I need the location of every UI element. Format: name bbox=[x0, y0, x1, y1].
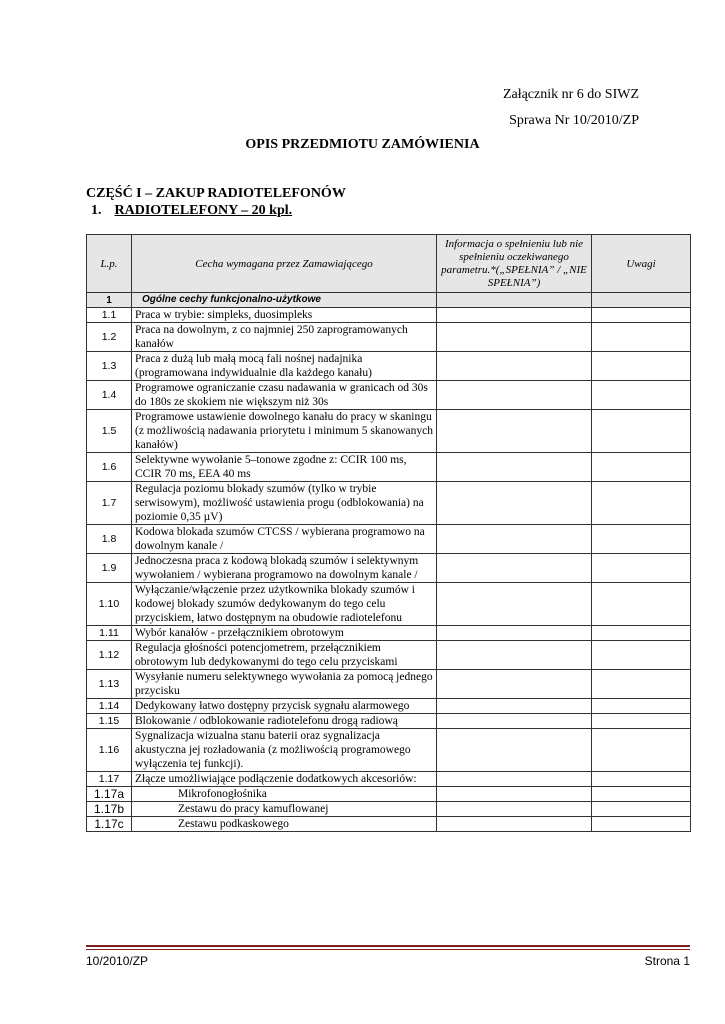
footer-rule bbox=[86, 945, 690, 947]
row-lp: 1.9 bbox=[87, 554, 132, 583]
row-info-cell bbox=[437, 308, 592, 323]
table-row bbox=[87, 641, 691, 670]
attachment-label: Załącznik nr 6 do SIWZ bbox=[502, 87, 639, 102]
case-number: Sprawa Nr 10/2010/ZP bbox=[509, 113, 639, 128]
row-remarks-cell bbox=[592, 525, 691, 554]
row-lp: 1.8 bbox=[87, 525, 132, 554]
row-remarks-cell bbox=[592, 817, 691, 832]
row-remarks-cell bbox=[592, 352, 691, 381]
section-heading bbox=[91, 203, 292, 219]
row-remarks-cell bbox=[592, 482, 691, 525]
table-row bbox=[87, 772, 691, 787]
row-feature: Wybór kanałów - przełącznikiem obrotowym bbox=[132, 626, 437, 641]
row-remarks-cell bbox=[592, 410, 691, 453]
row-remarks-cell bbox=[592, 381, 691, 410]
row-remarks-cell bbox=[592, 699, 691, 714]
row-info-cell bbox=[437, 802, 592, 817]
group-remarks-cell bbox=[592, 293, 691, 308]
group-lp: 1 bbox=[87, 293, 132, 308]
table-row bbox=[87, 410, 691, 453]
row-remarks-cell bbox=[592, 626, 691, 641]
group-label: Ogólne cechy funkcjonalno-użytkowe bbox=[132, 293, 437, 308]
table-row bbox=[87, 525, 691, 554]
row-lp: 1.4 bbox=[87, 381, 132, 410]
row-info-cell bbox=[437, 381, 592, 410]
row-remarks-cell bbox=[592, 802, 691, 817]
row-feature: Zestawu do pracy kamuflowanej bbox=[132, 802, 437, 817]
spec-table bbox=[86, 234, 691, 832]
row-feature: Wyłączanie/włączenie przez użytkownika blokady szumów i kodowej blokady szumów dedykowanym do tego celu przyciskiem, łatwo dostępnym na obudowie radiotelefonu bbox=[132, 583, 437, 626]
table-row bbox=[87, 554, 691, 583]
table-row bbox=[87, 308, 691, 323]
row-feature: Praca na dowolnym, z co najmniej 250 zaprogramowanych kanałów bbox=[132, 323, 437, 352]
section-title: RADIOTELEFONY – 20 kpl. bbox=[114, 203, 293, 218]
row-feature: Wysyłanie numeru selektywnego wywołania za pomocą jednego przycisku bbox=[132, 670, 437, 699]
row-feature: Praca w trybie: simpleks, duosimpleks bbox=[132, 308, 437, 323]
row-info-cell bbox=[437, 554, 592, 583]
page-title: OPIS PRZEDMIOTU ZAMÓWIENIA bbox=[245, 137, 480, 152]
table-header-row bbox=[87, 235, 691, 293]
row-feature: Zestawu podkaskowego bbox=[132, 817, 437, 832]
row-info-cell bbox=[437, 583, 592, 626]
row-feature: Sygnalizacja wizualna stanu baterii oraz sygnalizacja akustyczna jej rozładowania (z możliwością programowego wyłączenia tej funkcji). bbox=[132, 729, 437, 772]
table-row bbox=[87, 453, 691, 482]
row-info-cell bbox=[437, 410, 592, 453]
row-feature: Praca z dużą lub małą mocą fali nośnej nadajnika (programowana indywidualnie dla każdego kanału) bbox=[132, 352, 437, 381]
footer-rule-thin bbox=[86, 949, 690, 950]
table-row bbox=[87, 729, 691, 772]
row-feature: Programowe ograniczanie czasu nadawania w granicach od 30s do 180s ze skokiem nie większym niż 30s bbox=[132, 381, 437, 410]
row-lp: 1.3 bbox=[87, 352, 132, 381]
table-row bbox=[87, 323, 691, 352]
row-feature: Mikrofonogłośnika bbox=[132, 787, 437, 802]
row-lp: 1.5 bbox=[87, 410, 132, 453]
table-row bbox=[87, 670, 691, 699]
row-remarks-cell bbox=[592, 670, 691, 699]
row-feature: Regulacja głośności potencjometrem, przełącznikiem obrotowym lub dedykowanymi do tego celu przyciskami bbox=[132, 641, 437, 670]
table-row bbox=[87, 626, 691, 641]
row-feature: Jednoczesna praca z kodową blokadą szumów i selektywnym wywołaniem / wybierana programowo na dowolnym kanale / bbox=[132, 554, 437, 583]
section-number: 1. bbox=[91, 203, 102, 218]
group-row bbox=[87, 293, 691, 308]
group-info-cell bbox=[437, 293, 592, 308]
row-remarks-cell bbox=[592, 453, 691, 482]
row-lp: 1.13 bbox=[87, 670, 132, 699]
row-info-cell bbox=[437, 453, 592, 482]
row-lp: 1.2 bbox=[87, 323, 132, 352]
row-feature: Programowe ustawienie dowolnego kanału do pracy w skaningu (z możliwością nadawania priorytetu i minimum 5 skanowanych kanałów) bbox=[132, 410, 437, 453]
row-info-cell bbox=[437, 352, 592, 381]
row-lp: 1.12 bbox=[87, 641, 132, 670]
row-remarks-cell bbox=[592, 729, 691, 772]
row-feature: Złącze umożliwiające podłączenie dodatkowych akcesoriów: bbox=[132, 772, 437, 787]
col-header-remarks: Uwagi bbox=[592, 235, 691, 293]
row-feature: Kodowa blokada szumów CTCSS / wybierana programowo na dowolnym kanale / bbox=[132, 525, 437, 554]
table-row bbox=[87, 381, 691, 410]
row-lp: 1.16 bbox=[87, 729, 132, 772]
part-heading: CZĘŚĆ I – ZAKUP RADIOTELEFONÓW bbox=[86, 186, 346, 201]
page-number: Strona 1 bbox=[644, 954, 690, 968]
row-lp: 1.15 bbox=[87, 714, 132, 729]
table-row bbox=[87, 817, 691, 832]
row-lp: 1.17b bbox=[87, 802, 132, 817]
row-info-cell bbox=[437, 817, 592, 832]
table-row bbox=[87, 699, 691, 714]
table-row bbox=[87, 802, 691, 817]
row-remarks-cell bbox=[592, 641, 691, 670]
row-lp: 1.17c bbox=[87, 817, 132, 832]
col-header-info: Informacja o spełnieniu lub nie spełnieniu oczekiwanego parametru.*(„SPEŁNIA” / „NIE SPEŁNIA”) bbox=[437, 235, 592, 293]
row-lp: 1.17a bbox=[87, 787, 132, 802]
row-feature: Regulacja poziomu blokady szumów (tylko w trybie serwisowym), możliwość ustawienia progu (odblokowania) na poziomie 0,35 µV) bbox=[132, 482, 437, 525]
row-feature: Blokowanie / odblokowanie radiotelefonu drogą radiową bbox=[132, 714, 437, 729]
row-info-cell bbox=[437, 626, 592, 641]
row-lp: 1.6 bbox=[87, 453, 132, 482]
row-remarks-cell bbox=[592, 787, 691, 802]
table-row bbox=[87, 352, 691, 381]
row-lp: 1.14 bbox=[87, 699, 132, 714]
table-row bbox=[87, 787, 691, 802]
row-remarks-cell bbox=[592, 772, 691, 787]
row-lp: 1.17 bbox=[87, 772, 132, 787]
row-info-cell bbox=[437, 772, 592, 787]
col-header-feature: Cecha wymagana przez Zamawiającego bbox=[132, 235, 437, 293]
row-feature: Dedykowany łatwo dostępny przycisk sygnału alarmowego bbox=[132, 699, 437, 714]
row-info-cell bbox=[437, 641, 592, 670]
row-info-cell bbox=[437, 670, 592, 699]
row-info-cell bbox=[437, 729, 592, 772]
table-row bbox=[87, 482, 691, 525]
row-remarks-cell bbox=[592, 583, 691, 626]
row-lp: 1.1 bbox=[87, 308, 132, 323]
table-row bbox=[87, 714, 691, 729]
col-header-lp: L.p. bbox=[87, 235, 132, 293]
row-remarks-cell bbox=[592, 308, 691, 323]
row-remarks-cell bbox=[592, 714, 691, 729]
row-info-cell bbox=[437, 714, 592, 729]
row-info-cell bbox=[437, 525, 592, 554]
table-row bbox=[87, 583, 691, 626]
row-lp: 1.10 bbox=[87, 583, 132, 626]
row-info-cell bbox=[437, 482, 592, 525]
row-info-cell bbox=[437, 323, 592, 352]
row-remarks-cell bbox=[592, 554, 691, 583]
row-lp: 1.11 bbox=[87, 626, 132, 641]
row-info-cell bbox=[437, 699, 592, 714]
row-feature: Selektywne wywołanie 5–tonowe zgodne z: CCIR 100 ms, CCIR 70 ms, EEA 40 ms bbox=[132, 453, 437, 482]
row-info-cell bbox=[437, 787, 592, 802]
row-lp: 1.7 bbox=[87, 482, 132, 525]
row-remarks-cell bbox=[592, 323, 691, 352]
footer-case-number: 10/2010/ZP bbox=[86, 954, 149, 968]
